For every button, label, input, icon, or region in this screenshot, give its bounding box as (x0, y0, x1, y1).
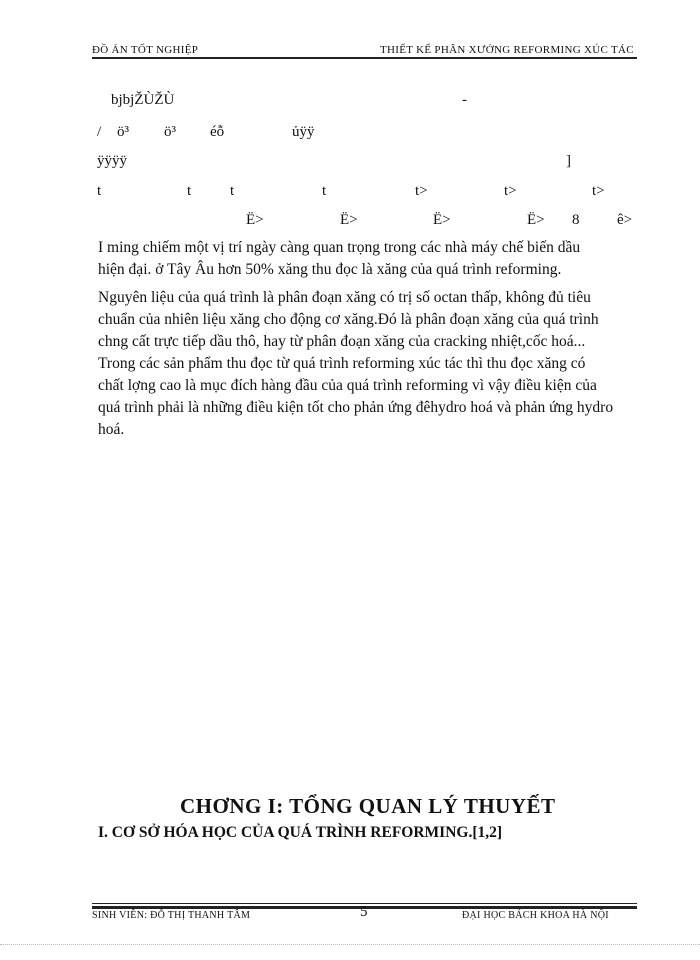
garbled-line-3b: ] (566, 153, 571, 169)
paragraph-line: Nguyên liệu của quá trình là phân đoạn xăng có trị số octan thấp, không đủ tiêu (98, 289, 591, 306)
garbled-token: Ë> (433, 212, 451, 228)
garbled-token: t> (504, 183, 517, 199)
garbled-token: t (322, 183, 327, 199)
garbled-token: t> (415, 183, 428, 199)
header-left: ĐỒ ÁN TỐT NGHIỆP (92, 44, 199, 56)
paragraph-line: I ming chiếm một vị trí ngày càng quan trọng trong các nhà máy chế biến dầu (98, 239, 581, 256)
paragraph-line: quá trình phải là những điều kiện tốt cho phản ứng đêhydro hoá và phản ứng hydro (98, 399, 614, 416)
garbled-token: t (97, 183, 102, 199)
garbled-line-1b: - (462, 92, 467, 108)
garbled-token: t (187, 183, 192, 199)
paragraph-3 (98, 353, 638, 441)
garbled-token: t (230, 183, 235, 199)
garbled-token: 8 (572, 212, 580, 228)
footer-right: ĐẠI HỌC BÁCH KHOA HÀ NỘI (462, 910, 609, 921)
paragraph-1 (98, 237, 638, 281)
paragraph-line: hoá. (98, 421, 125, 438)
garbled-token: Ë> (527, 212, 545, 228)
footer-left: SINH VIÊN: ĐỖ THỊ THANH TÂM (92, 910, 251, 921)
header-rule (92, 57, 637, 59)
garbled-token: t> (592, 183, 605, 199)
garbled-token: ê> (617, 212, 633, 228)
garbled-token: Ë> (246, 212, 264, 228)
page-boundary (0, 944, 700, 945)
garbled-token: ö³ (117, 124, 129, 140)
garbled-token: Ë> (340, 212, 358, 228)
paragraph-line: Trong các sản phẩm thu đọc từ quá trình reforming xúc tác thì thu đọc xăng có (98, 355, 586, 372)
garbled-token: / (97, 124, 102, 140)
chapter-title: CHƠNG I: TỔNG QUAN LÝ THUYẾT (180, 794, 556, 818)
header-right: THIẾT KẾ PHÂN XƯỞNG REFORMING XÚC TÁC (380, 44, 634, 56)
garbled-token: ö³ (164, 124, 176, 140)
garbled-line-3a: ÿÿÿÿ (97, 153, 127, 169)
garbled-token: ủÿÿ (292, 124, 315, 140)
paragraph-line: chuẩn của nhiên liệu xăng cho động cơ xăng.Đó là phân đoạn xăng của quá trình (98, 311, 599, 328)
garbled-token: éỗ (210, 124, 225, 140)
section-title: I. CƠ SỞ HÓA HỌC CỦA QUÁ TRÌNH REFORMING.[1,2] (98, 824, 503, 841)
paragraph-line: chng cất trực tiếp dầu thô, hay từ phân đoạn xăng của cracking nhiệt,cốc hoá... (98, 333, 586, 350)
paragraph-2 (98, 287, 638, 353)
paragraph-line: hiện đại. ở Tây Âu hơn 50% xăng thu đọc là xăng của quá trình reforming. (98, 261, 562, 278)
garbled-line-1a: bjbjŽÙŽÙ (111, 92, 175, 108)
paragraph-line: chất lợng cao là mục đích hàng đầu của quá trình reforming vì vậy điều kiện của (98, 377, 597, 394)
page-number: 5 (360, 904, 368, 920)
